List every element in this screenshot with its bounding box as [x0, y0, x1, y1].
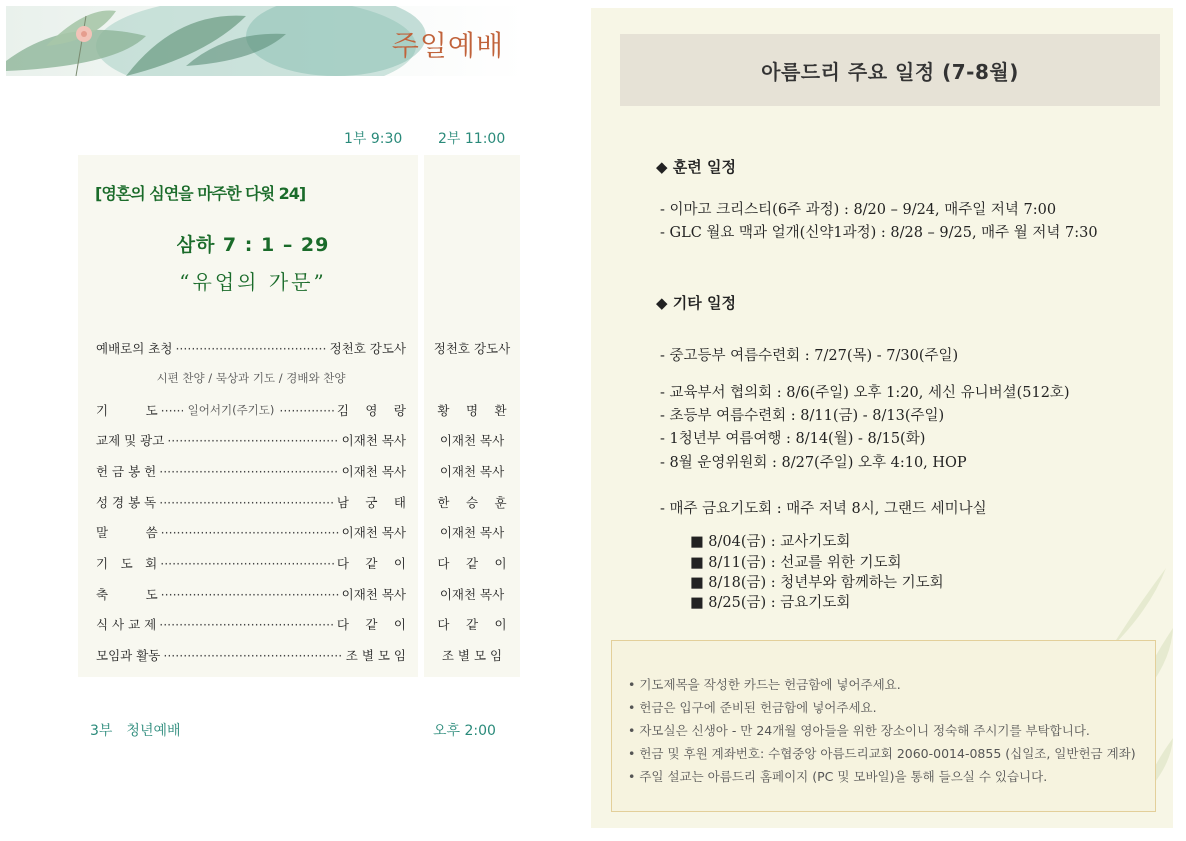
leader-dots [159, 464, 338, 479]
sermon-title: “유업의 가문” [179, 270, 327, 294]
order-person: 다 같 이 [336, 556, 406, 571]
leader-dots [167, 433, 338, 448]
order-person-second: 조 별 모 임 [441, 648, 503, 663]
other-section-title: ◆ 기타 일정 [656, 294, 736, 312]
worship-banner [6, 6, 526, 76]
order-label: 헌 금 봉 헌 [96, 464, 157, 479]
order-row-meal [96, 615, 406, 633]
order-person: 이재천 목사 [341, 464, 406, 479]
order-person-second: 한 승 훈 [437, 495, 507, 510]
order-person: 이재천 목사 [341, 525, 406, 540]
order-row-prayer [96, 401, 406, 419]
order-row-groups [96, 646, 406, 664]
order-person: 이재천 목사 [341, 433, 406, 448]
leader-dots [175, 341, 326, 356]
praise-note: 시편 찬양 / 묵상과 기도 / 경배와 찬양 [156, 371, 346, 385]
order-row-sermon [96, 523, 406, 541]
other-item: - 8월 운영위원회 : 8/27(주일) 오후 4:10, HOP [660, 455, 967, 471]
order-person: 김 영 랑 [336, 403, 406, 418]
order-label: 말 씀 [96, 525, 158, 540]
friday-prayer-item: ■ 8/04(금) : 교사기도회 [690, 534, 851, 550]
leader-dots [279, 403, 333, 418]
order-label: 기 도 [96, 403, 158, 418]
youth-service-time: 오후 2:00 [433, 723, 496, 739]
order-person-second: 이재천 목사 [439, 525, 505, 540]
first-service-time: 1부 9:30 [344, 131, 403, 147]
notice-item: • 주일 설교는 아름드리 홈페이지 (PC 및 모바일)을 통해 들으실 수 있습니다. [628, 769, 1048, 784]
order-label: 축 도 [96, 587, 158, 602]
other-item: - 교육부서 협의회 : 8/6(주일) 오후 1:20, 세신 유니버셜(512호) [660, 385, 1070, 401]
notice-item: • 헌금은 입구에 준비된 헌금함에 넣어주세요. [628, 700, 877, 715]
leader-dots [161, 525, 339, 540]
training-section-title: ◆ 훈련 일정 [656, 158, 736, 176]
training-item: - GLC 월요 맥과 얼개(신약1과정) : 8/28 – 9/25, 매주 월 저녁 7:30 [660, 225, 1098, 241]
order-row-scripture [96, 493, 406, 511]
notice-item: • 헌금 및 후원 계좌번호: 수협중앙 아름드리교회 2060-0014-0855 (십일조, 일반헌금 계좌) [628, 746, 1136, 761]
order-person-second: 다 같 이 [437, 556, 507, 571]
friday-prayer-item: ■ 8/25(금) : 금요기도회 [690, 595, 851, 611]
order-person-second: 이재천 목사 [439, 433, 505, 448]
leader-dots [163, 648, 342, 663]
other-item: - 매주 금요기도회 : 매주 저녁 8시, 그랜드 세미나실 [660, 501, 987, 517]
leader-dots [159, 495, 334, 510]
order-person: 조 별 모 임 [345, 648, 406, 663]
leader-dots [160, 556, 334, 571]
order-label: 식 사 교 제 [96, 617, 157, 632]
other-item: - 중고등부 여름수련회 : 7/27(목) - 7/30(주일) [660, 348, 959, 364]
leader-dots [161, 403, 183, 418]
order-person-second: 이재천 목사 [439, 464, 505, 479]
schedule-title: 아름드리 주요 일정 (7-8월) [761, 60, 1019, 84]
other-item: - 초등부 여름수련회 : 8/11(금) - 8/13(주일) [660, 408, 945, 424]
order-person-second: 이재천 목사 [439, 587, 505, 602]
second-service-time: 2부 11:00 [438, 131, 506, 147]
order-person-second: 다 같 이 [437, 617, 507, 632]
order-person-second: 정천호 강도사 [433, 341, 511, 356]
order-person-second: 황 명 환 [437, 403, 507, 418]
order-subnote: 일어서기(주기도) [187, 403, 275, 417]
training-item: - 이마고 크리스티(6주 과정) : 8/20 – 9/24, 매주일 저녁 7:00 [660, 202, 1057, 218]
order-row-prayer-meeting [96, 554, 406, 572]
friday-prayer-item: ■ 8/18(금) : 청년부와 함께하는 기도회 [690, 575, 944, 591]
order-label: 모임과 활동 [96, 648, 161, 663]
order-row-benediction [96, 585, 406, 603]
notice-item: • 자모실은 신생아 - 만 24개월 영아들을 위한 장소이니 정숙해 주시기를 부탁합니다. [628, 723, 1090, 738]
order-person: 정천호 강도사 [329, 341, 406, 356]
notice-item: • 기도제목을 작성한 카드는 헌금함에 넣어주세요. [628, 677, 901, 692]
order-label: 기 도 회 [96, 556, 158, 571]
order-row-invitation [96, 339, 406, 357]
order-label: 성 경 봉 독 [96, 495, 157, 510]
sermon-reference: 삼하 7 : 1 – 29 [176, 234, 330, 256]
order-person: 다 같 이 [336, 617, 406, 632]
order-row-offering [96, 462, 406, 480]
order-row-announcements [96, 431, 406, 449]
leader-dots [161, 587, 339, 602]
leader-dots [159, 617, 334, 632]
youth-service-label: 3부 청년예배 [90, 723, 181, 739]
banner-title: 주일예배 [391, 29, 504, 62]
other-item: - 1청년부 여름여행 : 8/14(월) - 8/15(화) [660, 431, 926, 447]
order-person: 이재천 목사 [341, 587, 406, 602]
order-label: 예배로의 초청 [96, 341, 173, 356]
order-label: 교제 및 광고 [96, 433, 165, 448]
friday-prayer-item: ■ 8/11(금) : 선교를 위한 기도회 [690, 555, 902, 571]
sermon-series: [영혼의 심연을 마주한 다윗 24] [95, 184, 306, 203]
order-person: 남 궁 태 [336, 495, 406, 510]
